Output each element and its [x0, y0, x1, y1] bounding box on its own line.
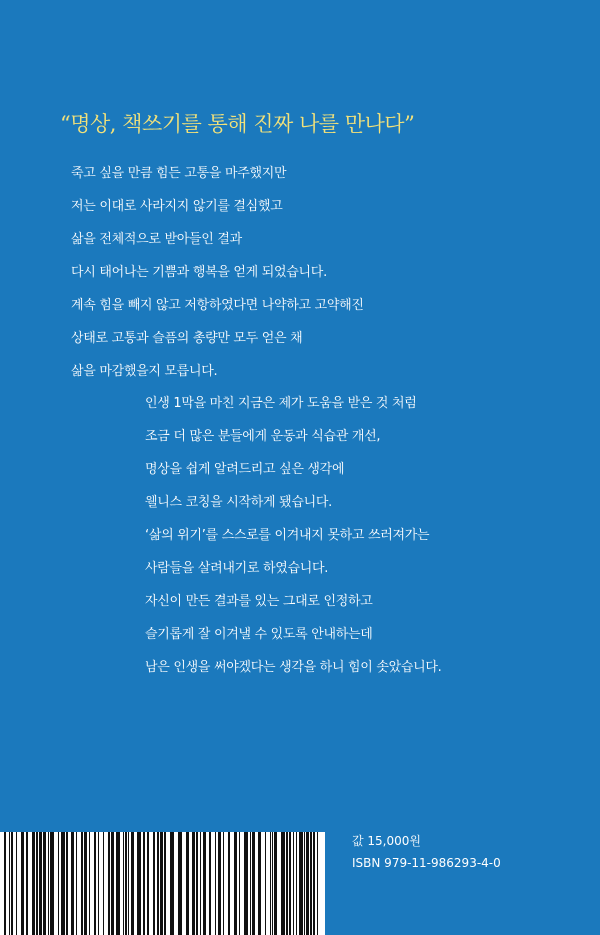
- barcode-bar: [252, 832, 255, 935]
- paragraph-1-line: 다시 태어나는 기쁨과 행복을 얻게 되었습니다.: [71, 265, 327, 280]
- barcode-bar: [131, 832, 134, 935]
- paragraph-2-line: 슬기롭게 잘 이겨낼 수 있도록 안내하는데: [145, 627, 373, 642]
- barcode-bar: [310, 832, 312, 935]
- paragraph-2-line: 자신이 만든 결과를 있는 그대로 인정하고: [145, 594, 373, 609]
- paragraph-2-line: 인생 1막을 마친 지금은 제가 도움을 받은 것 처럼: [145, 396, 417, 411]
- barcode-bar: [250, 832, 251, 935]
- barcode-bar: [196, 832, 198, 935]
- barcode-bar: [200, 832, 201, 935]
- barcode-bar: [218, 832, 221, 935]
- barcode-bar: [137, 832, 141, 935]
- barcode-bar: [274, 832, 277, 935]
- paragraph-2-line: 명상을 쉽게 알려드리고 싶은 생각에: [145, 462, 345, 477]
- paragraph-1-line: 죽고 싶을 만큼 힘든 고통을 마주했지만: [71, 166, 287, 181]
- paragraph-1-line: 삶을 전체적으로 받아들인 결과: [71, 232, 242, 247]
- barcode: [0, 832, 325, 935]
- barcode-bar: [313, 832, 315, 935]
- paragraph-1-line: 저는 이대로 사라지지 않기를 결심했고: [71, 199, 283, 214]
- barcode-bar: [94, 832, 96, 935]
- barcode-bar: [164, 832, 166, 935]
- barcode-bar: [157, 832, 159, 935]
- barcode-graphic: [0, 832, 325, 935]
- barcode-bar: [281, 832, 285, 935]
- barcode-bar: [153, 832, 155, 935]
- barcode-bar: [26, 832, 28, 935]
- paragraph-2-line: 남은 인생을 써야겠다는 생각을 하니 힘이 솟았습니다.: [145, 660, 442, 675]
- barcode-bar: [32, 832, 35, 935]
- barcode-bar: [272, 832, 273, 935]
- barcode-bar: [265, 832, 266, 935]
- barcode-bar: [39, 832, 42, 935]
- barcode-bar: [186, 832, 189, 935]
- barcode-bar: [160, 832, 163, 935]
- barcode-bar: [123, 832, 124, 935]
- barcode-bar: [234, 832, 237, 935]
- paragraph-2-line: ‘삶의 위기’를 스스로를 이겨내지 못하고 쓰러져가는: [145, 528, 430, 543]
- barcode-bar: [36, 832, 38, 935]
- barcode-bar: [299, 832, 303, 935]
- barcode-bar: [239, 832, 240, 935]
- paragraph-1-line: 상태로 고통과 슬픔의 총량만 모두 얻은 채: [71, 331, 303, 346]
- barcode-bar: [58, 832, 59, 935]
- barcode-bar: [116, 832, 120, 935]
- paragraph-1: [71, 157, 364, 388]
- barcode-bar: [11, 832, 13, 935]
- price-label: 값 15,000원: [352, 834, 421, 848]
- headline: “명상, 책쓰기를 통해 진짜 나를 만나다”: [60, 112, 415, 136]
- isbn-label: ISBN 979-11-986293-4-0: [352, 856, 501, 870]
- barcode-bar: [192, 832, 195, 935]
- barcode-bar: [111, 832, 114, 935]
- barcode-bar: [215, 832, 216, 935]
- barcode-bar: [317, 832, 318, 935]
- barcode-bar: [289, 832, 291, 935]
- barcode-bar: [61, 832, 65, 935]
- barcode-bar: [223, 832, 224, 935]
- barcode-bar: [66, 832, 68, 935]
- barcode-bar: [98, 832, 99, 935]
- barcode-bar: [125, 832, 127, 935]
- barcode-bar: [128, 832, 129, 935]
- paragraph-2-line: 조금 더 많은 분들에게 운동과 식습관 개선,: [145, 429, 381, 444]
- paragraph-1-line: 계속 힘을 빼지 않고 저항하였다면 나약하고 고약해진: [71, 298, 364, 313]
- barcode-bar: [103, 832, 104, 935]
- barcode-bar: [203, 832, 206, 935]
- barcode-bar: [258, 832, 261, 935]
- barcode-bar: [296, 832, 297, 935]
- paragraph-2-line: 웰니스 코칭을 시작하게 됐습니다.: [145, 495, 332, 510]
- paragraph-1-line: 삶을 마감했을지 모릅니다.: [71, 364, 218, 379]
- barcode-bar: [71, 832, 74, 935]
- barcode-bar: [147, 832, 149, 935]
- barcode-bar: [244, 832, 248, 935]
- barcode-bar: [209, 832, 211, 935]
- barcode-bar: [228, 832, 230, 935]
- barcode-bar: [286, 832, 288, 935]
- price-info: [352, 830, 501, 874]
- barcode-bar: [170, 832, 174, 935]
- barcode-bar: [304, 832, 305, 935]
- barcode-bar: [108, 832, 110, 935]
- barcode-bar: [143, 832, 145, 935]
- barcode-bar: [81, 832, 83, 935]
- barcode-bar: [84, 832, 87, 935]
- paragraph-2: [145, 387, 442, 684]
- barcode-bar: [76, 832, 77, 935]
- barcode-bar: [21, 832, 24, 935]
- barcode-bar: [9, 832, 10, 935]
- barcode-bar: [89, 832, 90, 935]
- barcode-bar: [16, 832, 17, 935]
- barcode-bar: [306, 832, 309, 935]
- barcode-bar: [293, 832, 294, 935]
- barcode-bar: [4, 832, 6, 935]
- barcode-bar: [43, 832, 46, 935]
- barcode-bar: [178, 832, 182, 935]
- barcode-bar: [50, 832, 54, 935]
- paragraph-2-line: 사람들을 살려내기로 하였습니다.: [145, 561, 329, 576]
- barcode-bar: [270, 832, 271, 935]
- barcode-bar: [48, 832, 49, 935]
